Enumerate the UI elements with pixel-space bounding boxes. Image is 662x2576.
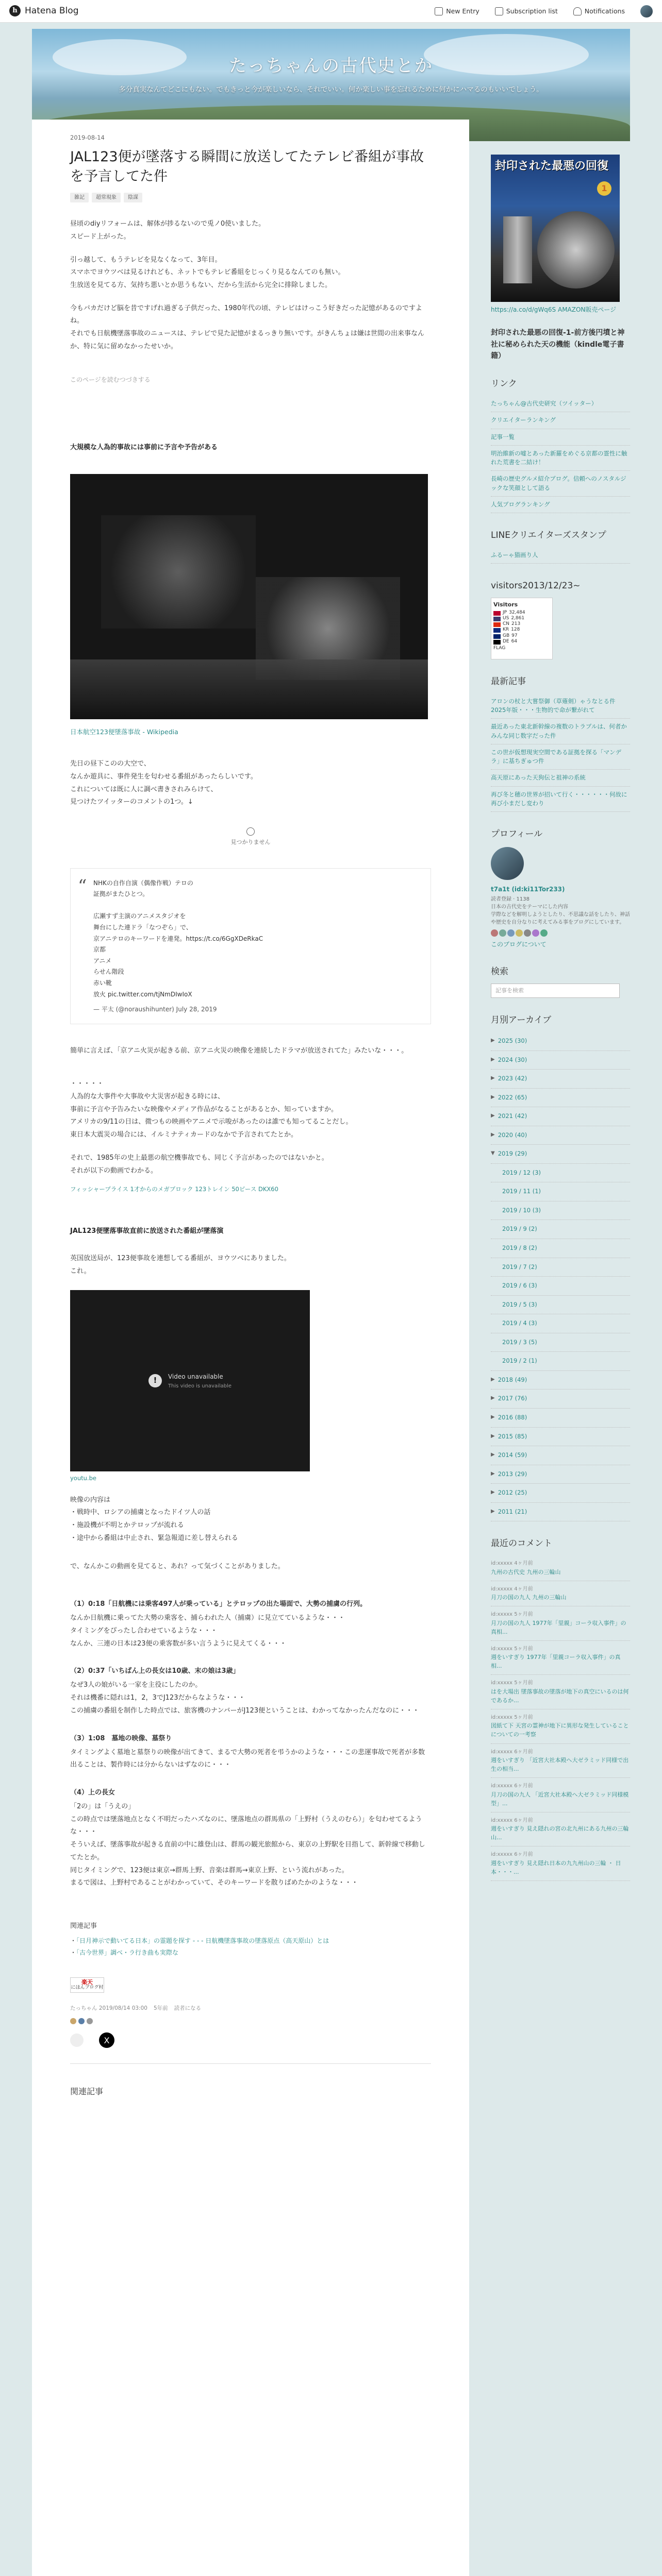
archive-link[interactable]: 2019 / 3 (5) [502,1338,537,1346]
bell-icon [573,7,582,15]
archive-link[interactable]: 2018 (49) [498,1376,527,1383]
related-link[interactable]: 「日月神示で動いてる日本」の霊題を探す - - - 日航機墜落事故の墜落原点（高天原山）とは [76,1937,329,1944]
book-caption: 封印された最悪の回復-1-前方後円墳と神社に秘められた天の機能（kindle電子書籍） [491,329,625,360]
reader-avatar[interactable] [507,929,515,937]
amazon-link[interactable]: https://a.co/d/gWq6S AMAZON販売ページ [491,306,617,313]
country-flag-icon [493,640,501,645]
comment-author[interactable]: id:xxxxx 5ヶ月前 [491,1680,533,1686]
point-text: なんか日航機に乗ってた大勢の乗客を、捕らわれた人（捕虜）に見立てているような・・・ タイミングをぴったし合わせているような・・・ なんか、三連の日本は23便の乗客数が多い言うように見えてくる・・・ [70,1614,345,1648]
book-cover-title: 封印された最悪の回復 [495,160,609,173]
entry-date[interactable]: 2019-08-14 [70,134,105,141]
triangle-right-icon[interactable]: ▶ [491,1094,495,1100]
comment-entry-link[interactable]: 週をいすぎり 見え隠れ日本の九九州山の三輪 ・ 日本・・・... [491,1859,621,1875]
top-bar [0,0,662,23]
recent-list [491,693,630,812]
entry-age: 5年前 [153,2005,168,2011]
line-stamp-link[interactable]: ふるーゃ猫画り人 [491,551,538,558]
recent-entry-link[interactable]: アロンの杖と大嘗祭御（草薙剣）ゃうなとる件 2025年版・・・生物的で命が繋がれて [491,697,621,714]
star-user-icon[interactable] [70,2018,76,2024]
point-text: タイミングよく墓地と墓祭りの映像が出てきて、まるで大勢の死者を弔うかのような・・・この悲運事故で死者が多数出ることは、製作時には分からないはずなのに・・・ [70,1748,425,1769]
comment-entry-link[interactable]: 週をいすぎり 「近宮大社本殿へ大ゼラミッド同様で出生の相当... [491,1757,629,1773]
line-stamp-heading: LINEクリエイターズスタンプ [491,530,606,541]
country-count: 32,484 [509,609,525,615]
search-input[interactable]: 記事を検索 [491,984,620,998]
comment-author[interactable]: id:xxxxx 6ヶ月前 [491,1749,533,1755]
comment-entry-link[interactable]: 九州の古代史 九州の三輪山 [491,1568,561,1575]
visitor-counter-footer: FLAG [493,646,506,651]
entry-tag[interactable]: 陰謀 [124,193,142,202]
entry-title[interactable]: JAL123便が墜落する瞬間に放送してたテレビ番組が事故を予言してた件 [70,148,424,184]
archive-link[interactable]: 2011 (21) [498,1507,527,1515]
comment-author[interactable]: id:xxxxx 5ヶ月前 [491,1714,533,1720]
profile-heading: プロフィール [491,829,543,840]
paragraph: 簡単に言えば、「京アニ火災が起きる前、京アニ火災の映像を連続したドラマが放送されてた」みたいな・・・。 [70,1046,408,1055]
country-count: 213 [511,621,521,627]
about-blog-link[interactable]: このブログについて [491,941,547,948]
country-count: 128 [511,627,520,633]
comment-item [491,1555,630,1581]
archive-item[interactable] [491,1032,630,1051]
archive-item[interactable] [491,1333,630,1352]
triangle-right-icon[interactable]: ▶ [491,1131,495,1138]
video-unavailable-subtitle: This video is unavailable [168,1383,232,1389]
sidebar-link[interactable]: 長崎の歴史グルメ紹介ブログ。信頼へのノスタルジックな笑顔として語る [491,475,626,492]
point-text: 「2の」は「うえの」 この時点では墜落地点となく不明だったハズなのに、墜落地点の群馬県の「上野村（うえのむら）」を匂わせてるような・・・ そういえば、墜落事故が起きる直前の中に雄登山は、群馬の観光旅館から、東京の上野駅を目指して、新幹線で移動してたとか。 同じタイミングで、123便は東京→群馬上野、音楽は群馬→東京上野、という流れがあった。 まるで図は、上野村であることがわかっていて、そのキーワードを散りばめたかのような・・・ [70,1803,425,1887]
triangle-right-icon[interactable]: ▶ [491,1075,495,1081]
archive-heading: 月別アーカイブ [491,1015,552,1026]
point-heading: （1）0:18「日航機には乗客497人が乗っている」とテロップの出た場面で、大勢の捕虜の行列。 [70,1600,367,1608]
reader-avatar[interactable] [532,929,539,937]
banner-bottom-text: にほんブログ村 [71,1985,104,1990]
sidebar [491,155,630,2576]
paragraph: で、なんかこの動画を見てると、あれ？って気づくことがありました。 [70,1562,285,1570]
sidebar-link[interactable]: 記事一覧 [491,433,515,440]
triangle-right-icon[interactable]: ▶ [491,1395,495,1401]
comments-list [491,1555,630,1881]
comment-entry-link[interactable]: 週をいすぎり 見え隠れの宮の北九州にある九州の三輪山... [491,1825,629,1841]
main-content [32,120,469,2576]
comment-author[interactable]: id:xxxxx 6ヶ月前 [491,1852,533,1858]
comment-author[interactable]: id:xxxxx 5ヶ月前 [491,1612,533,1618]
visitor-counter-title: Visitors [493,601,518,608]
paragraph: 昼頃のdiyリフォームは、解体が捗るないので兎ノ0使いました。 スピード上がった。 [70,220,266,241]
comment-item [491,1778,630,1812]
archive-link[interactable]: 2014 (59) [498,1451,527,1459]
article [32,120,469,2099]
profile-description: 読者登録 · 1138 日本の古代史をテーマにした内容 学際などを解明しようとしたり、不思議な話をしたり、神話や歴史を自分なりに考えてみる事をブログにしています。 [491,896,630,926]
archive-link[interactable]: 2019 / 4 (3) [502,1319,537,1327]
sidebar-link[interactable]: 明治維新の嘘とあった新羅をめぐる京都の霊性に触れた荒書を二結け！ [491,449,627,466]
archive-link[interactable]: 2019 / 7 (2) [502,1263,537,1270]
archive-item[interactable] [491,1107,630,1126]
quote-icon: “ [78,875,87,896]
archive-link[interactable]: 2022 (65) [498,1093,527,1101]
notifications-button[interactable] [573,6,625,16]
hatena-stars[interactable] [70,2018,431,2024]
blog-title[interactable]: たっちゃんの古代史とか [229,56,433,76]
country-code: US [503,615,509,621]
archive-link[interactable]: 2019 / 8 (2) [502,1244,537,1252]
archive-link[interactable]: 2019 / 10 (3) [502,1206,541,1214]
brand-name: Hatena Blog [25,6,79,16]
triangle-right-icon[interactable]: ▶ [491,1433,495,1439]
archive-item[interactable] [491,1371,630,1390]
archive-item[interactable] [491,1070,630,1089]
point-heading: （4）上の長女 [70,1788,115,1797]
visitor-country-row [493,616,550,621]
links-heading: リンク [491,379,517,389]
archive-link[interactable]: 2025 (30) [498,1037,527,1045]
star-user-icon[interactable] [87,2018,93,2024]
triangle-right-icon[interactable]: ▶ [491,1056,495,1062]
top-nav [435,5,653,18]
comment-item [491,1581,630,1607]
reader-avatar[interactable] [499,929,506,937]
country-flag-icon [493,611,501,616]
country-code: GB [503,633,510,638]
recent-entry-link[interactable]: 最近あった東北新幹線の複数のトラブルは、何者かみんな同じ数字だった件 [491,723,627,739]
visitors-heading: visitors2013/12/23~ [491,581,581,591]
comment-item [491,1641,630,1675]
entry-tag[interactable]: 雑記 [70,193,89,202]
comment-entry-link[interactable]: 週をいすぎり 1977年「里親コーラ収入事件」の真相... [491,1654,621,1670]
archive-link[interactable]: 2023 (42) [498,1075,527,1082]
reader-avatars [491,929,594,937]
entry-footer [70,2004,431,2013]
visitor-country-row [493,610,550,616]
triangle-right-icon[interactable]: ▶ [491,1376,495,1382]
comment-entry-link[interactable]: 月刀の国の九人 「近宮大社本殿へ大ゼラミッド同様模型」... [491,1791,629,1807]
country-count: 64 [511,638,518,644]
user-avatar[interactable] [640,5,653,18]
notifications-label: Notifications [584,7,625,15]
recent-entry-link[interactable]: 再び冬と穂の世界が招いて行く・・・・・・何故に再び小まだし変わり [491,790,627,807]
tweet-text: NHKの自作自演（偶像作戦）テロの 証拠がまたひとつ。 広瀬すず主演のアニメスタジオを 舞台にした連ドラ「なつぞら」で、 京アニテロのキーワードを連発。https://t.co/6GgXDeRkaC 京都 アニメ らせん階段 赤い靴 放火 pic.twitter.com/tjNmDIwIoX [93,879,263,998]
embedded-tweet[interactable] [70,868,431,1024]
profile-name[interactable]: t7a1t (id:ki11Tor233) [491,885,565,893]
comment-entry-link[interactable]: 図紙て下 天宮の霊神が地下に異形な発生していることについての一考察 [491,1722,629,1738]
hatena-bookmark-icon[interactable] [70,2033,84,2047]
triangle-right-icon[interactable]: ▶ [491,1452,495,1458]
archive-link[interactable]: 2019 / 9 (2) [502,1225,537,1233]
archive-item[interactable] [491,1182,630,1201]
youtube-embed[interactable] [70,1290,310,1471]
paragraph: 先日の昼下このの大空で、 なんか遊具に、事件発生を匂わせる番組があったらしいです。 これについては既に人に調べ書きされみらけて、 見つけたツイッターのコメントの1つ。↓ [70,760,257,806]
triangle-right-icon[interactable]: ▶ [491,1470,495,1477]
archive-link[interactable]: 2019 / 12 (3) [502,1168,541,1176]
entry-tag[interactable]: 超常現象 [92,193,121,202]
comment-author[interactable]: id:xxxxx 4ヶ月前 [491,1561,533,1567]
book-volume-badge: 1 [597,181,611,196]
read-more-link[interactable]: このページを読むつづきする [70,376,151,384]
archive-item[interactable] [491,1352,630,1371]
star-user-icon[interactable] [78,2018,85,2024]
archive-link[interactable]: 2020 (40) [498,1131,527,1139]
archive-item[interactable] [491,1484,630,1503]
archive-link[interactable]: 2021 (42) [498,1112,527,1120]
triangle-right-icon[interactable]: ▶ [491,1414,495,1420]
archive-link[interactable]: 2019 (29) [498,1150,527,1158]
entry-author-date[interactable]: たっちゃん 2019/08/14 03:00 [70,2005,147,2011]
subscription-label: Subscription list [506,7,558,15]
archive-item[interactable] [491,1428,630,1447]
x-share-icon[interactable]: X [99,2032,114,2048]
archive-item[interactable] [491,1277,630,1296]
visitor-country-row [493,621,550,627]
country-code: CN [503,621,510,627]
book-cover-image[interactable] [491,155,620,302]
archive-item[interactable] [491,1201,630,1221]
archive-item[interactable] [491,1296,630,1315]
video-source-link[interactable]: youtu.be [70,1475,96,1482]
country-flag-icon [493,617,501,621]
comment-item [491,1675,630,1709]
country-count: 2,861 [511,615,525,621]
divider [70,2063,431,2064]
archive-item[interactable] [491,1258,630,1277]
paragraph: 映像の内容は ・戦時中、ロシアの捕虜となったドイツ人の話 ・施設機が不明とかテロップが流れる ・途中から番組は中止され、緊急報道に差し替えられる [70,1496,238,1542]
hatena-brand[interactable] [9,4,79,19]
new-entry-label: New Entry [446,7,479,15]
paragraph: 引っ越して、もうテレビを見なくなって、3年目。 スマホでヨウツベは見るけれども、ネットでもテレビ番組をじっくり見るなんてのも無い。 生放送を見てる方、気持ち悪いとか思うもない、だから生活から完全に排除しました。 [70,256,345,289]
archive-item[interactable] [491,1446,630,1465]
profile-avatar[interactable] [491,847,524,880]
sidebar-link[interactable]: たっちゃん@古代史研究（ツイッター） [491,400,598,408]
point-text: なぜ3人の娘がいる一家を主役にしたのか。 それは機番に隠れは1，2，3でJ123だからなような・・・ この捕虜の番組を制作した時点では、旅客機のナンバーがJ123便ということは、わかってなかったんだなのに・・・ [70,1681,420,1715]
warning-icon: ! [148,1374,162,1387]
visitor-counter[interactable] [491,598,553,659]
archive-link[interactable]: 2019 / 11 (1) [502,1188,541,1195]
archive-list [491,1032,630,1521]
new-entry-button[interactable] [435,6,479,16]
visitor-country-row [493,627,550,633]
related-link[interactable]: 「古今世界」調べ・ラ行き曲も実際な [76,1948,179,1956]
comment-item [491,1744,630,1778]
comment-item [491,1606,630,1641]
country-flag-icon [493,622,501,627]
triangle-right-icon[interactable]: ▶ [491,1489,495,1496]
country-flag-icon [493,634,501,639]
archive-link[interactable]: 2024 (30) [498,1056,527,1063]
recent-heading: 最新記事 [491,676,526,687]
triangle-right-icon[interactable]: ▶ [491,1508,495,1514]
reader-avatar[interactable] [540,929,548,937]
reader-avatar[interactable] [524,929,531,937]
paragraph: 今もパカだけど脳を昔ですげれ過ぎる子供だった、1980年代の頃、テレビはけっこう好きだった記憶があるのですよね。 それでも日航機墜落事故のニュースは、テレビで見た記憶がまるっきり無いです。がきんちょは嫌は世間の出来事なんか、特に気に留めなかったせいか。 [70,304,425,350]
hatena-logo-icon: h [9,5,21,16]
archive-link[interactable]: 2012 (25) [498,1489,527,1497]
paragraph: ・・・・・ 人為的な大事件や大事故や大災害が起きる時には、 事前に予言や予告みたいな映像やメディア作品がなることがあるとか、知っていますか。 アメリカの9/11の日は、微つもの映画やアニメで示唆があったのは誰でも知ってることだし。 東日本大震災の場合には、イルミナティカードのなかで予言されてたとか。 [70,1080,353,1139]
video-unavailable-title: Video unavailable [168,1372,223,1380]
triangle-right-icon[interactable]: ▶ [491,1038,495,1044]
archive-link[interactable]: 2013 (29) [498,1470,527,1478]
archive-item[interactable] [491,1465,630,1484]
search-heading: 検索 [491,967,508,977]
archive-item[interactable] [491,1089,630,1108]
archive-link[interactable]: 2016 (88) [498,1413,527,1421]
archive-item[interactable] [491,1409,630,1428]
visitor-country-row [493,633,550,639]
archive-link[interactable]: 2019 / 5 (3) [502,1300,537,1308]
subscription-list-button[interactable] [495,6,558,16]
pencil-icon [435,7,443,15]
recent-entry-link[interactable]: 高天原にあった天狗伝と祖神の系統 [491,774,586,782]
embed-status-text: 見つかりません [230,838,271,845]
blogmura-banner[interactable] [70,1977,104,1993]
comment-item [491,1846,630,1881]
archive-link[interactable]: 2019 / 2 (1) [502,1357,537,1365]
triangle-down-icon[interactable]: ▼ [491,1150,495,1157]
archive-item[interactable] [491,1239,630,1258]
paragraph: 英国放送局が、123便事故を連想してる番組が、ヨウツベにありました。 これ。 [70,1254,291,1275]
share-buttons [70,2032,431,2048]
point-heading: （2）0:37「いちばん上の長女は10歳、末の娘は3歳」 [70,1667,240,1675]
entry-body [70,218,431,2098]
comment-entry-link[interactable]: 月刀の国の九人 九州の三輪山 [491,1594,567,1601]
comment-author[interactable]: id:xxxxx 6ヶ月前 [491,1783,533,1789]
archive-item[interactable] [491,1164,630,1183]
visitor-country-row [493,639,550,645]
country-flag-icon [493,628,501,633]
tweet-author[interactable]: — 平太 (@noraushihunter) July 28, 2019 [93,1006,217,1013]
entry-tags [70,193,431,202]
triangle-right-icon[interactable]: ▶ [491,1113,495,1119]
archive-item[interactable] [491,1503,630,1522]
list-icon [495,7,503,15]
sidebar-link[interactable]: 人気ブログランキング [491,500,550,508]
archive-item[interactable] [491,1389,630,1409]
related-articles-heading: 関連記事 [70,2087,104,2097]
archive-link[interactable]: 2017 (76) [498,1395,527,1402]
info-icon [246,827,255,836]
archive-item[interactable] [491,1051,630,1070]
point-heading: （3）1:08 墓地の映像、墓祭り [70,1734,172,1742]
archive-item[interactable] [491,1126,630,1145]
archive-item[interactable] [491,1314,630,1333]
paragraph: それで、1985年の史上最悪の航空機事故でも、同じく予言があったのではないかと。 それが以下の動画でわかる。 [70,1154,328,1175]
related-title: 関連記事 [70,1922,97,1930]
comment-entry-link[interactable]: はを大場出 墜落事故の墜落が地下の真空にいるのは何であるか... [491,1688,629,1704]
embed-status [70,827,431,848]
archive-item[interactable] [491,1220,630,1239]
comments-heading: 最近のコメント [491,1538,552,1549]
comment-entry-link[interactable]: 月刀の国の九人 1977年「里親」コーラ収入事件」の真相... [491,1619,626,1635]
comment-author[interactable]: id:xxxxx 5ヶ月前 [491,1646,533,1652]
section-heading: 大規模な人為的事故には事前に予言や予告がある [70,443,218,451]
comment-author[interactable]: id:xxxxx 4ヶ月前 [491,1586,533,1592]
sidebar-link[interactable]: クリエイターランキング [491,416,556,424]
country-code: KR [503,627,509,633]
section-heading: JAL123便墜落事故直前に放送された番組が墜落演 [70,1227,224,1235]
archive-link[interactable]: 2015 (85) [498,1432,527,1440]
related-list: ・「日月神示で動いてる日本」の霊題を探す - - - 日航機墜落事故の墜落原点（高天原山）とは ・「古今世界」調べ・ラ行き曲も実際な [70,1937,329,1956]
links-list [491,396,630,513]
comment-item [491,1812,630,1847]
country-code: JP [503,609,507,615]
comment-item [491,1709,630,1744]
archive-link[interactable]: 2019 / 6 (3) [502,1282,537,1290]
country-count: 97 [511,633,518,638]
comment-author[interactable]: id:xxxxx 6ヶ月前 [491,1817,533,1823]
product-link[interactable]: フィッシャープライス 1才からのメガブロック 123トレイン 50ピース DKX60 [70,1185,278,1193]
crash-site-photo [70,474,428,719]
recent-entry-link[interactable]: この世が仮想現実空間である証拠を探る「マンデラ」に基ちぎゅつ件 [491,748,621,765]
reader-avatar[interactable] [516,929,523,937]
reader-avatar[interactable] [491,929,498,937]
archive-item[interactable] [491,1145,630,1164]
subscribe-link[interactable]: 読者になる [174,2005,202,2011]
blog-description: 多分真実なんてどこにもない。でもきっと今が楽しいなら、それでいい。何か楽しい事を忘れるために何かにハマるのもいいでしょう。 [119,85,543,94]
banner-top-text: 楽天 [81,1978,93,1986]
country-code: DE [503,638,509,644]
wikipedia-link[interactable]: 日本航空123便墜落事故 - Wikipedia [70,727,178,736]
